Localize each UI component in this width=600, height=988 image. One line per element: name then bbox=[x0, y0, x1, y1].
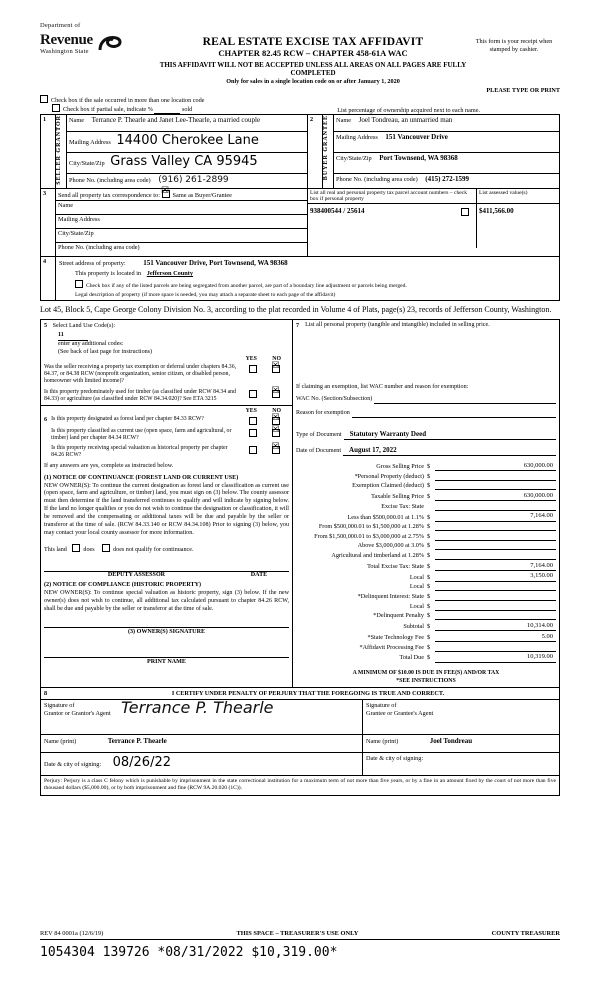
continuance-heading: (1) NOTICE OF CONTINUANCE (FOREST LAND OR CURRENT USE) bbox=[44, 474, 239, 481]
legal-description: Lot 45, Block 5, Cape George Colony Division No. 3, according to the plat recorded in Volume 4 of Plats, page(s) 23, records of Jefferson County, Washington. bbox=[40, 305, 552, 314]
personal-property-checkbox[interactable] bbox=[461, 208, 469, 216]
historic-heading: (2) NOTICE OF COMPLIANCE (HISTORIC PROPERTY) bbox=[44, 581, 202, 588]
land-use-additional-label: enter any additional codes: bbox=[58, 340, 124, 347]
tax-computation-list bbox=[296, 462, 556, 663]
tax-row-label: *Delinquent Penalty bbox=[373, 612, 424, 620]
thisland-does-label: does bbox=[83, 546, 95, 553]
classification-q2-yes[interactable] bbox=[249, 429, 257, 437]
signature-box-number: 8 bbox=[41, 688, 58, 700]
tax-row bbox=[296, 653, 556, 662]
land-use-code[interactable]: 11 bbox=[58, 332, 88, 341]
see-instructions-note: *SEE INSTRUCTIONS bbox=[396, 677, 456, 684]
land-use-q2: Is this property predominately used for timber (as classified under RCW 84.34 and 84.33) or agriculture (as classified under RCW 84.34.020)? See ETA 3215 bbox=[44, 388, 236, 402]
county-treasurer-label: COUNTY TREASURER bbox=[491, 930, 560, 937]
tax-row-label: *State Technology Fee bbox=[367, 633, 424, 641]
thisland-does-checkbox[interactable] bbox=[72, 544, 80, 552]
buyer-side-label: BUYER GRANTEE bbox=[323, 115, 329, 181]
land-use-block bbox=[41, 320, 292, 406]
detail-section bbox=[40, 319, 560, 688]
buyer-box-number: 2 bbox=[308, 115, 323, 189]
buyer-mail-label: Mailing Address bbox=[336, 134, 378, 141]
tax-row bbox=[296, 492, 556, 501]
parcel-header: List all real and personal property tax parcel account numbers – check box if personal property bbox=[308, 189, 477, 203]
grantor-name-print[interactable]: Terrance P. Thearle bbox=[107, 737, 167, 746]
tax-row-label: From $1,500,000.01 to $3,000,000 at 2.75% bbox=[314, 532, 424, 540]
agency-logo bbox=[40, 22, 158, 58]
agency-dept-label: Department of bbox=[40, 22, 81, 29]
exemption-label: If claiming an exemption, list WAC number and reason for exemption: bbox=[296, 383, 469, 390]
location-code-checkbox[interactable] bbox=[40, 95, 48, 103]
tax-row-currency: $ bbox=[427, 633, 431, 641]
grantor-signature[interactable]: Terrance P. Thearle bbox=[121, 698, 274, 718]
corr-mail-label: Mailing Address bbox=[58, 216, 100, 223]
seller-mail-value[interactable]: 14400 Cherokee Lane bbox=[116, 133, 259, 148]
revenue-swirl-icon bbox=[97, 29, 123, 58]
deputy-assessor-label: DEPUTY ASSESSOR bbox=[107, 571, 166, 578]
buyer-citystate-value[interactable]: Port Townsend, WA 98368 bbox=[379, 154, 458, 162]
grantor-date-label: Date & city of signing: bbox=[44, 761, 102, 769]
buyer-phone-value[interactable]: (415) 272-1599 bbox=[425, 175, 470, 183]
thisland-doesnot-label: does not qualify for continuance. bbox=[113, 546, 194, 553]
partial-sale-row bbox=[40, 104, 560, 114]
certify-statement: I CERTIFY UNDER PENALTY OF PERJURY THAT THE FOREGOING IS TRUE AND CORRECT. bbox=[57, 688, 560, 700]
personal-property-label: List all personal property (tangible and intangible) included in selling price. bbox=[305, 321, 490, 328]
tax-row-value[interactable] bbox=[435, 549, 556, 550]
tax-row-currency: $ bbox=[427, 463, 431, 471]
land-use-q2-yes[interactable] bbox=[249, 390, 257, 398]
tax-row-label: Total Due bbox=[399, 654, 424, 662]
left-column bbox=[41, 320, 293, 687]
segregated-label: Check box if any of the listed parcels are being segregated from another parcel, are part of a boundary line adjustment or parcels being merged. bbox=[86, 283, 407, 289]
segregated-checkbox[interactable] bbox=[75, 280, 83, 288]
treasurer-space-label: THIS SPACE – TREASURER'S USE ONLY bbox=[236, 930, 359, 937]
tax-row-label: Gross Selling Price bbox=[376, 463, 424, 471]
corr-name-label: Name bbox=[58, 202, 74, 209]
agency-name: Revenue bbox=[40, 31, 93, 48]
location-code-check-row bbox=[40, 95, 560, 104]
owner-signature-label[interactable]: (3) OWNER(S) SIGNATURE bbox=[44, 627, 289, 637]
tax-row bbox=[296, 503, 556, 511]
receipt-stamp-note: This form is your receipt when stamped by cashier. bbox=[475, 38, 553, 53]
assessed-value[interactable]: $411,566.00 bbox=[479, 207, 514, 215]
buyer-name-label: Name bbox=[336, 117, 352, 124]
land-use-q1-no[interactable] bbox=[272, 365, 280, 373]
land-use-q1-yes[interactable] bbox=[249, 365, 257, 373]
county-value[interactable]: Jefferson County bbox=[146, 270, 194, 277]
tax-row-value[interactable]: 3,150.00 bbox=[435, 572, 556, 581]
tax-row bbox=[296, 644, 556, 652]
tax-row-label: Local bbox=[409, 583, 424, 591]
tax-row-value[interactable]: 630,000.00 bbox=[435, 462, 556, 471]
classification-q2: Is this property classified as current use (open space, farm and agricultural, or timber) land per chapter 84.34 RCW? bbox=[51, 427, 232, 441]
seller-name-label: Name bbox=[69, 117, 85, 124]
correspondence-box-number: 3 bbox=[41, 189, 56, 257]
buyer-phone-label: Phone No. (including area code) bbox=[336, 176, 418, 183]
tax-row bbox=[296, 552, 556, 560]
tax-row-label: Subtotal bbox=[403, 623, 424, 630]
tax-row-label: Exemption Claimed (deduct) bbox=[352, 482, 424, 490]
location-code-label: Check box if the sale occurred in more than one location code bbox=[51, 97, 205, 104]
sold-label: sold bbox=[181, 106, 193, 113]
tax-row-label: *Personal Property (deduct) bbox=[354, 472, 424, 480]
document-title: REAL ESTATE EXCISE TAX AFFIDAVIT bbox=[202, 36, 424, 48]
continuance-paragraph: NEW OWNER(S): To continue the current designation as forest land or classification as current use (open space, farm and agriculture, or timber) land, you must sign on (3) below. The county assessor must then determine if the land transferred continues to qualify and will indicate by signing below. If the land no longer qualifies or you do not wish to continue the designation or classification, it will be removed and the compensating or additional taxes will be due and payable by the seller or transferor at the time of sale. (RCW 84.33.140 or RCW 84.34.108) Prior to signing (3) below, you may contact your local county assessor for more information. bbox=[44, 482, 289, 537]
seller-phone-label: Phone No. (including area code) bbox=[69, 177, 151, 184]
tax-row bbox=[296, 583, 556, 591]
reason-input[interactable] bbox=[352, 417, 556, 418]
tax-row-value[interactable] bbox=[435, 590, 556, 591]
tax-row-label: Local bbox=[409, 602, 424, 610]
grantee-name-print-label: Name (print) bbox=[366, 738, 399, 746]
yes-header-1: YES bbox=[245, 356, 257, 363]
tax-row bbox=[296, 542, 556, 550]
type-print-note: PLEASE TYPE OR PRINT bbox=[486, 87, 560, 94]
tax-row-currency: $ bbox=[427, 592, 431, 600]
tax-row-currency: $ bbox=[427, 493, 431, 501]
classification-q3: Is this property receiving special valuation as historical property per chapter 84.26 RCW? bbox=[51, 445, 228, 459]
document-footer bbox=[40, 928, 560, 960]
partial-sale-label: Check box if partial sale, indicate % bbox=[63, 106, 153, 113]
personal-property-box-number: 7 bbox=[296, 321, 300, 329]
seller-box-number: 1 bbox=[41, 115, 56, 189]
tax-row bbox=[296, 622, 556, 631]
tax-row-currency: $ bbox=[427, 612, 431, 620]
tax-row-value[interactable]: 10,314.00 bbox=[435, 622, 556, 631]
land-use-q2-no[interactable] bbox=[272, 390, 280, 398]
same-as-buyer-label: Same as Buyer/Grantee bbox=[172, 192, 232, 199]
tax-row-currency: $ bbox=[427, 513, 431, 521]
tax-row-currency: $ bbox=[427, 542, 431, 550]
form-revision: REV 84 0001a (12/6/19) bbox=[40, 930, 104, 937]
tax-row bbox=[296, 593, 556, 601]
tax-row bbox=[296, 482, 556, 490]
minimum-note: A MINIMUM OF $10.00 IS DUE IN FEE(S) AND/OR TAX bbox=[352, 670, 500, 676]
yes-header-2: YES bbox=[245, 408, 257, 415]
document-notice: THIS AFFIDAVIT WILL NOT BE ACCEPTED UNLESS ALL AREAS ON ALL PAGES ARE FULLY COMPLETED bbox=[159, 61, 467, 77]
doc-type-label: Type of Document bbox=[296, 431, 342, 438]
classification-box-number: 6 bbox=[44, 415, 48, 423]
tax-row-value[interactable]: 630,000.00 bbox=[435, 492, 556, 501]
buyer-name-value[interactable]: Joel Tondreau, an unmarried man bbox=[358, 116, 453, 124]
land-use-seeback: (See back of last page for instructions) bbox=[58, 348, 153, 355]
same-as-buyer-checkbox[interactable] bbox=[162, 190, 170, 198]
tax-row-label: *Affidavit Processing Fee bbox=[359, 643, 424, 651]
classification-q3-yes[interactable] bbox=[249, 446, 257, 454]
tax-row bbox=[296, 512, 556, 521]
tax-row-label: Taxable Selling Price bbox=[371, 493, 424, 501]
parcel-value[interactable]: 938400544 / 25614 bbox=[310, 207, 365, 215]
tax-row-value[interactable] bbox=[435, 600, 556, 601]
tax-row-label: Excise Tax: State bbox=[381, 502, 424, 510]
classification-q1: Is this property designated as forest land per chapter 84.33 RCW? bbox=[51, 415, 204, 422]
tax-row-currency: $ bbox=[427, 551, 431, 559]
land-use-box-number: 5 bbox=[44, 321, 48, 329]
historic-paragraph: NEW OWNER(S): To continue special valuation as historic property, sign (3) below. If the new owner(s) does not wish to continue, all additional tax calculated pursuant to chapter 84.26 RCW, shall be due and payable by the seller or transferor at the time of sale. bbox=[44, 589, 289, 612]
buyer-citystate-label: City/State/Zip bbox=[336, 155, 372, 162]
seller-mail-label: Mailing Address bbox=[69, 139, 111, 146]
right-column bbox=[293, 320, 559, 687]
document-chapter: CHAPTER 82.45 RCW – CHAPTER 458-61A WAC bbox=[218, 48, 408, 58]
grantor-date-value[interactable]: 08/26/22 bbox=[112, 755, 171, 771]
tax-row-value[interactable] bbox=[435, 489, 556, 490]
tax-row-value[interactable] bbox=[435, 619, 556, 620]
corr-citystate-label: City/State/Zip bbox=[58, 230, 94, 237]
tax-row-currency: $ bbox=[427, 623, 431, 630]
agency-state: Washington State bbox=[40, 47, 89, 55]
seller-citystate-value[interactable]: Grass Valley CA 95945 bbox=[110, 154, 258, 169]
tax-row-value[interactable] bbox=[435, 480, 556, 481]
tax-row-value[interactable]: 7,164.00 bbox=[435, 562, 556, 571]
ownership-note: List percentage of ownership acquired next to each name. bbox=[337, 107, 480, 114]
tax-row-currency: $ bbox=[427, 602, 431, 610]
tax-row bbox=[296, 462, 556, 471]
tax-row-value[interactable]: 5.00 bbox=[435, 633, 556, 642]
tax-row bbox=[296, 562, 556, 571]
treasurer-stamp: 1054304 139726 *08/31/2022 $10,319.00* bbox=[40, 945, 338, 960]
correspondence-instruction: Send all property tax correspondence to: bbox=[58, 192, 160, 199]
land-use-label: Select Land Use Code(s): bbox=[52, 322, 116, 329]
tax-row-value[interactable] bbox=[435, 530, 556, 531]
grantee-name-print[interactable]: Joel Tondreau bbox=[429, 737, 473, 746]
tax-row-label: From $500,000.01 to $1,500,000 at 1.28% bbox=[318, 523, 424, 531]
tax-row bbox=[296, 533, 556, 541]
tax-row-currency: $ bbox=[427, 643, 431, 651]
parties-table bbox=[40, 114, 560, 301]
tax-row-currency: $ bbox=[427, 654, 431, 662]
tax-row-label: Agricultural and timberland at 1.28% bbox=[331, 551, 424, 559]
tax-row bbox=[296, 603, 556, 611]
street-label: Street address of property: bbox=[59, 260, 126, 267]
thisland-doesnot-checkbox[interactable] bbox=[102, 544, 110, 552]
seller-name-value[interactable]: Terrance P. Thearle and Janet Lee-Thearle, a married couple bbox=[91, 116, 261, 124]
classification-block bbox=[41, 406, 292, 669]
tax-row-currency: $ bbox=[427, 583, 431, 591]
tax-row bbox=[296, 612, 556, 620]
classification-q2-no[interactable] bbox=[272, 429, 280, 437]
document-subnotice: Only for sales in a single location code on or after January 1, 2020 bbox=[226, 78, 400, 85]
classification-ifany: If any answers are yes, complete as instructed below. bbox=[44, 462, 174, 469]
land-use-q1: Was the seller receiving a property tax exemption or deferral under chapters 84.36, 84.37, or 84.38 RCW (nonprofit organization, senior citizen, or disabled person, homeowner with limited income)? bbox=[44, 364, 237, 385]
tax-row-value[interactable]: 10,319.00 bbox=[435, 653, 556, 662]
legal-desc-label: Legal description of property (if more space is needed, you may attach a separate sheet to each page of the affidavit) bbox=[75, 292, 336, 298]
seller-citystate-label: City/State/Zip bbox=[69, 160, 105, 167]
tax-row bbox=[296, 572, 556, 581]
tax-row-value[interactable] bbox=[435, 540, 556, 541]
tax-row-value[interactable] bbox=[435, 651, 556, 652]
document-header bbox=[40, 22, 560, 85]
tax-row bbox=[296, 633, 556, 642]
seller-phone-value[interactable]: (916) 261-2899 bbox=[158, 175, 229, 185]
tax-row-label: Less than $500,000.01 at 1.1% bbox=[347, 513, 424, 521]
signature-section: 8 I CERTIFY UNDER PENALTY OF PERJURY THAT THE FOREGOING IS TRUE AND CORRECT. Signature of Grantor or Grantor's Agent Terrance P. Thearle Signature of Grantee or Grantee's Agent Name (print) Terrance P. Thearle Name (print) Joel Tondreau Date & city of signing: 08/26/22 Date & city of signing: Perjury: Perjury is a class C felony which is punishable by imprisonment in the state correctional institution for a maximum term of not more than five years, or by a fine in an amount fixed by the court of not more than five thousand dollars ($5,000.00), or by both imprisonment and fine (RCW 9A.20.020 (1C)). bbox=[40, 687, 560, 796]
wac-label: WAC No. (Section/Subsection) bbox=[296, 395, 373, 402]
thisland-label: This land bbox=[44, 546, 67, 553]
buyer-mail-value[interactable]: 151 Vancouver Drive bbox=[385, 133, 448, 141]
perjury-statement: Perjury: Perjury is a class C felony which is punishable by imprisonment in the state correctional institution for a maximum term of not more than five years, or by a fine in an amount fixed by the court of not more than five thousand dollars ($5,000.00), or by both imprisonment and fine (RCW 9A.20.020 (1C)). bbox=[41, 776, 560, 796]
classification-q1-yes[interactable] bbox=[249, 417, 257, 425]
tax-row-value[interactable] bbox=[435, 510, 556, 511]
print-name-label: PRINT NAME bbox=[44, 657, 289, 667]
partial-sale-checkbox[interactable] bbox=[52, 104, 60, 112]
county-label: This property is located in bbox=[75, 270, 142, 277]
tax-row-value[interactable] bbox=[435, 610, 556, 611]
tax-row-label: *Delinquent Interest: State bbox=[357, 592, 424, 600]
document-title-block bbox=[158, 36, 468, 85]
assessor-date-label: DATE bbox=[250, 571, 268, 578]
grantor-name-print-label: Name (print) bbox=[44, 738, 77, 746]
no-header-1: NO bbox=[272, 356, 281, 363]
street-value[interactable]: 151 Vancouver Drive, Port Townsend, WA 98368 bbox=[143, 259, 288, 267]
tax-row-label: Local bbox=[409, 573, 424, 581]
assessed-header: List assessed value(s) bbox=[479, 190, 528, 196]
tax-row bbox=[296, 473, 556, 481]
property-box-number: 4 bbox=[41, 257, 56, 301]
classification-q3-no[interactable] bbox=[272, 446, 280, 454]
tax-row-currency: $ bbox=[427, 573, 431, 581]
tax-row-currency: $ bbox=[427, 523, 431, 531]
tax-row-currency: $ bbox=[427, 532, 431, 540]
tax-row-value[interactable] bbox=[435, 559, 556, 560]
tax-row-value[interactable]: 7,164.00 bbox=[435, 512, 556, 521]
grantee-date-label: Date & city of signing: bbox=[366, 755, 424, 763]
tax-row-currency: $ bbox=[427, 482, 431, 490]
seller-side-label: SELLER GRANTOR bbox=[56, 115, 62, 185]
doc-date-value[interactable]: August 17, 2022 bbox=[343, 446, 556, 456]
tax-row-currency: $ bbox=[427, 472, 431, 480]
corr-phone-label: Phone No. (including area code) bbox=[58, 244, 140, 251]
doc-date-label: Date of Document bbox=[296, 447, 342, 454]
tax-row-label: Total Excise Tax: State bbox=[367, 562, 424, 570]
tax-row bbox=[296, 523, 556, 531]
tax-row-label: Above $3,000,000 at 3.0% bbox=[357, 542, 424, 550]
tax-row-currency: $ bbox=[427, 562, 431, 570]
wac-input[interactable] bbox=[374, 403, 556, 404]
reason-label: Reason for exemption bbox=[296, 409, 350, 416]
no-header-2: NO bbox=[272, 408, 281, 415]
doc-type-value[interactable]: Statutory Warranty Deed bbox=[344, 430, 556, 440]
